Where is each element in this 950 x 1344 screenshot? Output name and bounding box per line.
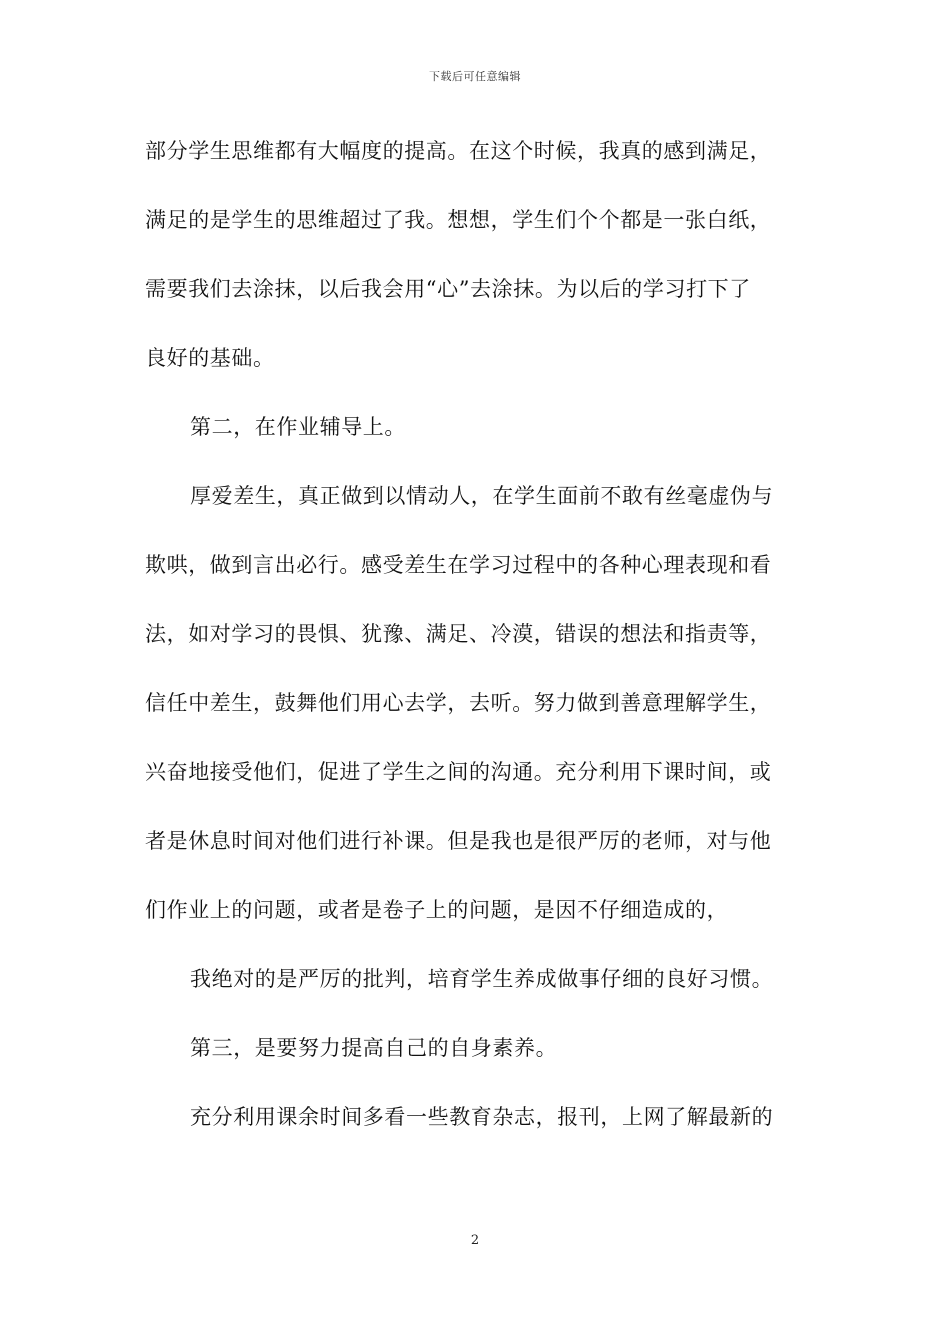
text-line: 欺哄，做到言出必行。感受差生在学习过程中的各种心理表现和看 [145,553,772,577]
text-line: 兴奋地接受他们，促进了学生之间的沟通。充分利用下课时间，或 [145,760,772,784]
text-line: 部分学生思维都有大幅度的提高。在这个时候，我真的感到满足， [145,139,772,163]
text-line: 法，如对学习的畏惧、犹豫、满足、冷漠，错误的想法和指责等， [145,622,772,646]
text-line: 们作业上的问题，或者是卷子上的问题，是因不仔细造成的， [145,898,729,922]
text-line: 信任中差生，鼓舞他们用心去学，去听。努力做到善意理解学生， [145,691,772,715]
text-line: 者是休息时间对他们进行补课。但是我也是很严厉的老师，对与他 [145,829,772,853]
text-line: 厚爱差生，真正做到以情动人，在学生面前不敢有丝毫虚伪与 [190,484,774,508]
page-number: 2 [470,1233,480,1248]
document-body [145,128,810,1163]
header-note: 下载后可任意编辑 [429,70,521,83]
text-line: 良好的基础。 [145,346,275,370]
text-line: 充分利用课余时间多看一些教育杂志，报刊，上网了解最新的 [190,1105,774,1129]
text-line: 需要我们去涂抹，以后我会用“心”去涂抹。为以后的学习打下了 [145,277,751,301]
text-line: 我绝对的是严厉的批判，培育学生养成做事仔细的良好习惯。 [190,967,774,991]
section-heading: 第二，在作业辅导上。 [190,415,406,439]
text-line: 满足的是学生的思维超过了我。想想，学生们个个都是一张白纸， [145,208,772,232]
section-heading: 第三，是要努力提高自己的自身素养。 [190,1036,558,1060]
